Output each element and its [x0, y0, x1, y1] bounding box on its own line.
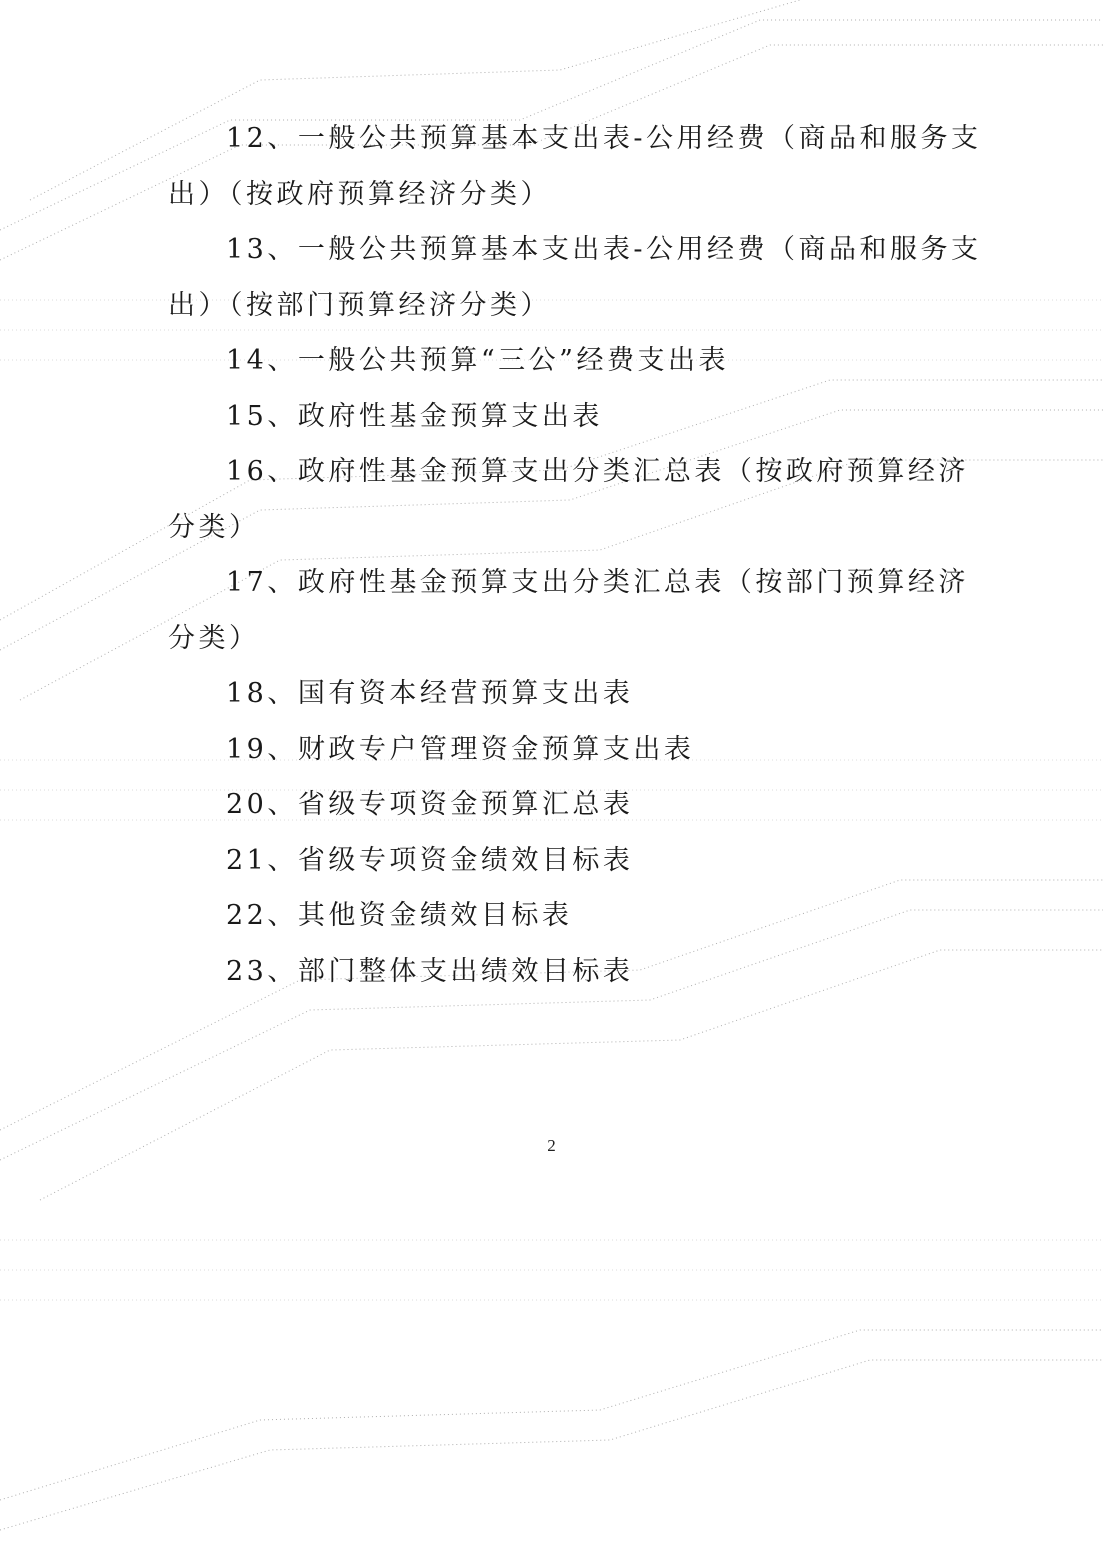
list-item-13-line-1: 13、一般公共预算基本支出表-公用经费（商品和服务支: [226, 234, 982, 265]
list-item-17-line-1: 17、政府性基金预算支出分类汇总表（按部门预算经济: [226, 567, 969, 598]
list-item-16-line-2: 分类）: [168, 512, 260, 543]
page-number: 2: [547, 1136, 556, 1155]
list-item-13-line-2: 出）（按部门预算经济分类）: [168, 290, 551, 321]
list-item-12-line-1: 12、一般公共预算基本支出表-公用经费（商品和服务支: [226, 123, 982, 154]
list-item-19: 19、财政专户管理资金预算支出表: [226, 734, 695, 765]
list-item-23: 23、部门整体支出绩效目标表: [226, 956, 634, 987]
list-item-22: 22、其他资金绩效目标表: [226, 900, 573, 931]
list-item-18: 18、国有资本经营预算支出表: [226, 678, 634, 709]
list-item-16-line-1: 16、政府性基金预算支出分类汇总表（按政府预算经济: [226, 456, 969, 487]
list-item-17-line-2: 分类）: [168, 623, 260, 654]
list-item-20: 20、省级专项资金预算汇总表: [226, 789, 634, 820]
list-item-12-line-2: 出）（按政府预算经济分类）: [168, 179, 551, 210]
list-item-14: 14、一般公共预算“三公”经费支出表: [226, 345, 729, 376]
list-item-15: 15、政府性基金预算支出表: [226, 401, 603, 432]
list-item-21: 21、省级专项资金绩效目标表: [226, 845, 634, 876]
